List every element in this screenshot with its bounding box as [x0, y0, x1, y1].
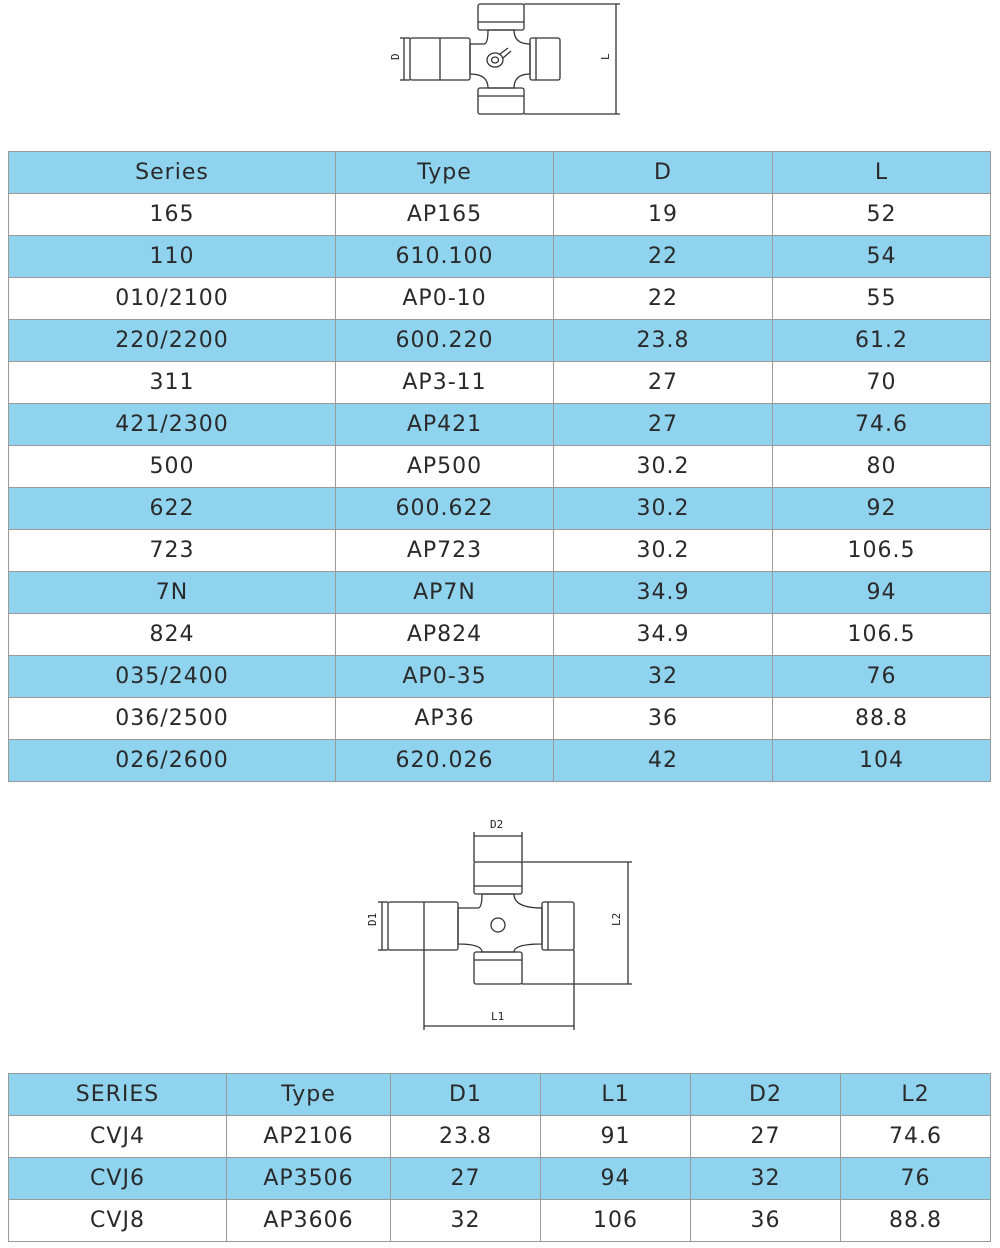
cell-series: 622 — [9, 488, 336, 530]
cell-series: 311 — [9, 362, 336, 404]
label-l1: L1 — [491, 1010, 505, 1023]
cell-d: 30.2 — [554, 530, 773, 572]
table-row — [9, 278, 991, 320]
header-l1: L1 — [541, 1074, 691, 1116]
cell-l: 76 — [773, 656, 991, 698]
cell-l: 70 — [773, 362, 991, 404]
cell-type: AP0-35 — [336, 656, 554, 698]
header-l: L — [773, 152, 991, 194]
cell-type: AP500 — [336, 446, 554, 488]
cell-series: 500 — [9, 446, 336, 488]
cell-type: 600.220 — [336, 320, 554, 362]
cell-type: 610.100 — [336, 236, 554, 278]
table-row — [9, 614, 991, 656]
header-d2: D2 — [691, 1074, 841, 1116]
table-row — [9, 362, 991, 404]
header-type: Type — [227, 1074, 391, 1116]
cell-l2: 74.6 — [841, 1116, 991, 1158]
table-row — [9, 320, 991, 362]
cell-l: 54 — [773, 236, 991, 278]
cell-l: 74.6 — [773, 404, 991, 446]
cell-type: AP824 — [336, 614, 554, 656]
cell-series: 026/2600 — [9, 740, 336, 782]
cell-l: 104 — [773, 740, 991, 782]
header-l2: L2 — [841, 1074, 991, 1116]
cell-type: 600.622 — [336, 488, 554, 530]
cell-type: AP7N — [336, 572, 554, 614]
table-header-row — [9, 1074, 991, 1116]
cell-d1: 23.8 — [391, 1116, 541, 1158]
table-row — [9, 1116, 991, 1158]
table-row — [9, 488, 991, 530]
cell-l: 80 — [773, 446, 991, 488]
cell-series: 421/2300 — [9, 404, 336, 446]
cell-series: 036/2500 — [9, 698, 336, 740]
cell-d2: 32 — [691, 1158, 841, 1200]
cell-d: 42 — [554, 740, 773, 782]
cell-type: AP2106 — [227, 1116, 391, 1158]
cell-l: 52 — [773, 194, 991, 236]
cell-d: 36 — [554, 698, 773, 740]
label-d: D — [389, 53, 402, 60]
cell-type: AP3506 — [227, 1158, 391, 1200]
cell-d: 27 — [554, 404, 773, 446]
table-header-row — [9, 152, 991, 194]
header-series: Series — [9, 152, 336, 194]
cell-d: 27 — [554, 362, 773, 404]
cell-d: 23.8 — [554, 320, 773, 362]
cell-type: AP3606 — [227, 1200, 391, 1242]
cell-l: 61.2 — [773, 320, 991, 362]
cell-series: CVJ8 — [9, 1200, 227, 1242]
cell-l: 88.8 — [773, 698, 991, 740]
cell-l1: 94 — [541, 1158, 691, 1200]
header-d1: D1 — [391, 1074, 541, 1116]
cell-l1: 106 — [541, 1200, 691, 1242]
cell-type: AP3-11 — [336, 362, 554, 404]
cell-series: CVJ6 — [9, 1158, 227, 1200]
cell-series: 010/2100 — [9, 278, 336, 320]
header-type: Type — [336, 152, 554, 194]
cell-type: AP0-10 — [336, 278, 554, 320]
cell-l1: 91 — [541, 1116, 691, 1158]
header-series: SERIES — [9, 1074, 227, 1116]
cell-series: 824 — [9, 614, 336, 656]
cell-d: 19 — [554, 194, 773, 236]
table-row — [9, 194, 991, 236]
cell-type: AP165 — [336, 194, 554, 236]
table-row — [9, 446, 991, 488]
cell-d2: 27 — [691, 1116, 841, 1158]
cell-d: 22 — [554, 236, 773, 278]
cell-type: AP421 — [336, 404, 554, 446]
cell-d: 34.9 — [554, 614, 773, 656]
cell-series: 035/2400 — [9, 656, 336, 698]
cell-l2: 88.8 — [841, 1200, 991, 1242]
cell-l: 94 — [773, 572, 991, 614]
cell-series: 220/2200 — [9, 320, 336, 362]
cell-l: 106.5 — [773, 530, 991, 572]
table-row — [9, 236, 991, 278]
table-row — [9, 1200, 991, 1242]
label-l2: L2 — [610, 912, 623, 926]
cell-d: 30.2 — [554, 488, 773, 530]
cvj-dimensions-table — [8, 1073, 991, 1242]
cell-series: CVJ4 — [9, 1116, 227, 1158]
cell-series: 7N — [9, 572, 336, 614]
table-row — [9, 1158, 991, 1200]
cell-d: 30.2 — [554, 446, 773, 488]
table-row — [9, 572, 991, 614]
universal-joint-diagram-1 — [370, 0, 630, 126]
series-dimensions-table — [8, 151, 991, 782]
cell-d: 22 — [554, 278, 773, 320]
table-row — [9, 656, 991, 698]
cell-l2: 76 — [841, 1158, 991, 1200]
cross-drawing-2 — [360, 812, 650, 1040]
cell-l: 106.5 — [773, 614, 991, 656]
label-d2: D2 — [490, 818, 504, 831]
cell-l: 92 — [773, 488, 991, 530]
cross-drawing-1 — [370, 0, 630, 126]
cell-l: 55 — [773, 278, 991, 320]
cell-type: 620.026 — [336, 740, 554, 782]
universal-joint-diagram-2 — [360, 812, 650, 1040]
header-d: D — [554, 152, 773, 194]
cell-d1: 27 — [391, 1158, 541, 1200]
table-row — [9, 404, 991, 446]
table-row — [9, 740, 991, 782]
cell-type: AP36 — [336, 698, 554, 740]
label-l: L — [599, 53, 612, 60]
cell-d: 32 — [554, 656, 773, 698]
cell-series: 723 — [9, 530, 336, 572]
cell-series: 165 — [9, 194, 336, 236]
cell-d: 34.9 — [554, 572, 773, 614]
cell-d1: 32 — [391, 1200, 541, 1242]
table-row — [9, 698, 991, 740]
label-d1: D1 — [366, 912, 379, 926]
cell-series: 110 — [9, 236, 336, 278]
cell-d2: 36 — [691, 1200, 841, 1242]
cell-type: AP723 — [336, 530, 554, 572]
table-row — [9, 530, 991, 572]
